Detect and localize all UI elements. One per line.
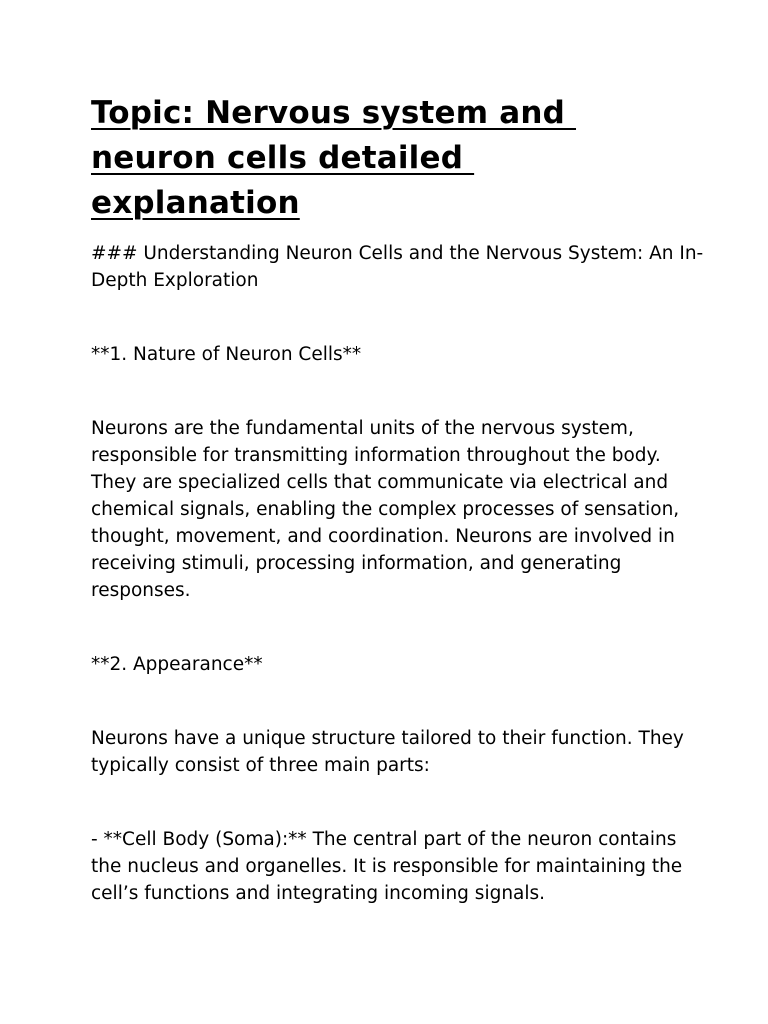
section-1-heading: **1. Nature of Neuron Cells**: [91, 344, 362, 365]
section-2-heading: **2. Appearance**: [91, 654, 263, 675]
document-subtitle: ### Understanding Neuron Cells and the Nervous System: An In-Depth Exploration: [91, 243, 704, 291]
section-1-body: Neurons are the fundamental units of the nervous system, responsible for transmitting information throughout the body. They are specialized cells that communicate via electrical and chemical signals, enabling the complex processes of sensation, thought, movement, and coordination. Neurons are involved in receiving stimuli, processing information, and generating responses.: [91, 418, 680, 601]
title-line-3: explanation: [91, 185, 300, 221]
bullet-cell-body: - **Cell Body (Soma):** The central part of the neuron contains the nucleus and organelles. It is responsible for maintaining the cell’s functions and integrating incoming signals.: [91, 829, 683, 904]
section-2-body: Neurons have a unique structure tailored to their function. They typically consist of three main parts:: [91, 728, 684, 776]
title-line-2: neuron cells detailed: [91, 140, 475, 176]
title-line-1: Topic: Nervous system and: [91, 95, 577, 131]
document-title: [91, 91, 708, 226]
